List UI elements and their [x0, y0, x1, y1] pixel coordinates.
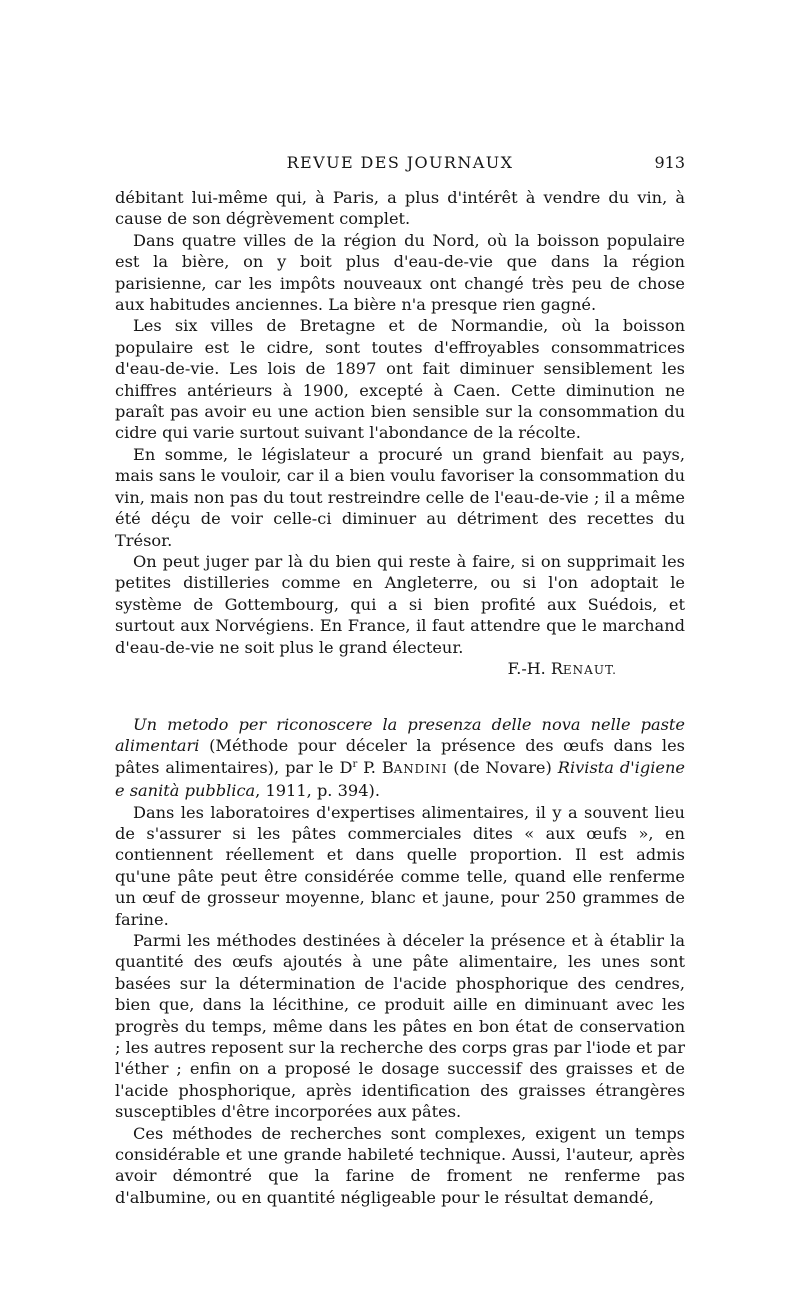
author-place: (de Novare)	[447, 757, 558, 777]
page-number: 913	[654, 153, 685, 172]
author-signature	[115, 658, 685, 681]
signature-surname: ENAUT.	[562, 662, 617, 677]
paragraph-brittany-normandy: Les six villes de Bretagne et de Normandie, où la boisson populaire est le cidre, sont toutes d'effroyables consommatrices d'eau-de-vie. Les lois de 1897 ont fait diminuer sensiblement les chiffres antérieurs à 1900, excepté à Caen. Cette diminution ne paraît pas avoir eu une action bien sensible sur la consommation du cidre qui varie surtout suivant l'abondance de la récolte.	[115, 316, 685, 443]
citation: , 1911, p. 394).	[255, 781, 380, 801]
article-title-translation: (Méthode pour déceler la présence des œufs dans les pâtes alimentaires), par le D	[115, 736, 685, 777]
author-surname: ANDINI	[393, 761, 448, 776]
continued-paragraph: débitant lui-même qui, à Paris, a plus d'intérêt à vendre du vin, à cause de son dégrèvement complet.	[115, 188, 685, 229]
article-separator	[115, 681, 685, 714]
page-header	[115, 153, 685, 177]
paragraph-complexity: Ces méthodes de recherches sont complexes, exigent un temps considérable et une grande habileté technique. Aussi, l'auteur, après avoir démontré que la farine de froment ne renferme pas d'albumine, ou en quantité négligeable pour le résultat demandé,	[115, 1123, 685, 1207]
doctor-abbrev-sup: r	[352, 758, 358, 770]
signature-initials: F.-H. R	[507, 658, 563, 678]
paragraph-remaining-work: On peut juger par là du bien qui reste à faire, si on supprimait les petites distilleries comme en Angleterre, ou si l'on adoptait le système de Gottembourg, qui a si bien profité aux Suédois, et surtout aux Norvégiens. En France, il faut attendre que le marchand d'eau-de-vie ne soit plus le grand électeur.	[115, 551, 685, 657]
paragraph-methods: Parmi les méthodes destinées à déceler la présence et à établir la quantité des œufs ajoutés à une pâte alimentaire, les unes sont basées sur la détermination de l'acide phosphorique des cendres, bien que, dans la lécithine, ce produit aille en diminuant avec les progrès du temps, même dans les pâtes en bon état de conservation ; les autres reposent sur la recherche des corps gras par l'iode et par l'éther ; enfin on a proposé le dosage successif des graisses et de l'acide phosphorique, après identification des graisses étrangères susceptibles d'être incorporées aux pâtes.	[115, 931, 685, 1122]
page-body	[115, 187, 685, 1208]
paragraph-laboratories: Dans les laboratoires d'expertises alimentaires, il y a souvent lieu de s'assurer si les pâtes commerciales dites « aux œufs », en contiennent réellement et dans quelle proportion. Il est admis qu'une pâte peut être considérée comme telle, quand elle renferme un œuf de grosseur moyenne, blanc et jaune, pour 250 grammes de farine.	[115, 802, 685, 929]
paragraph-north-region: Dans quatre villes de la région du Nord, où la boisson populaire est la bière, on y boit plus d'eau-de-vie que dans la région parisienne, car les impôts nouveaux ont changé très peu de chose aux habitudes anciennes. La bière n'a presque rien gagné.	[115, 230, 685, 315]
journal-title: Rivista d'igiene e sanità pubblica	[115, 757, 685, 801]
paragraph-conclusion: En somme, le législateur a procuré un grand bienfait au pays, mais sans le vouloir, car il a bien voulu favoriser la consommation du vin, mais non pas du tout restreindre celle de l'eau-de-vie ; il a même été déçu de voir celle-ci diminuer au détriment des recettes du Trésor.	[115, 444, 685, 550]
author-initial: P. B	[357, 757, 394, 777]
article-heading	[115, 714, 685, 802]
article-title: Un metodo per riconoscere la presenza delle nova nelle paste alimentari	[115, 714, 685, 756]
running-head: REVUE DES JOURNAUX	[286, 153, 514, 172]
